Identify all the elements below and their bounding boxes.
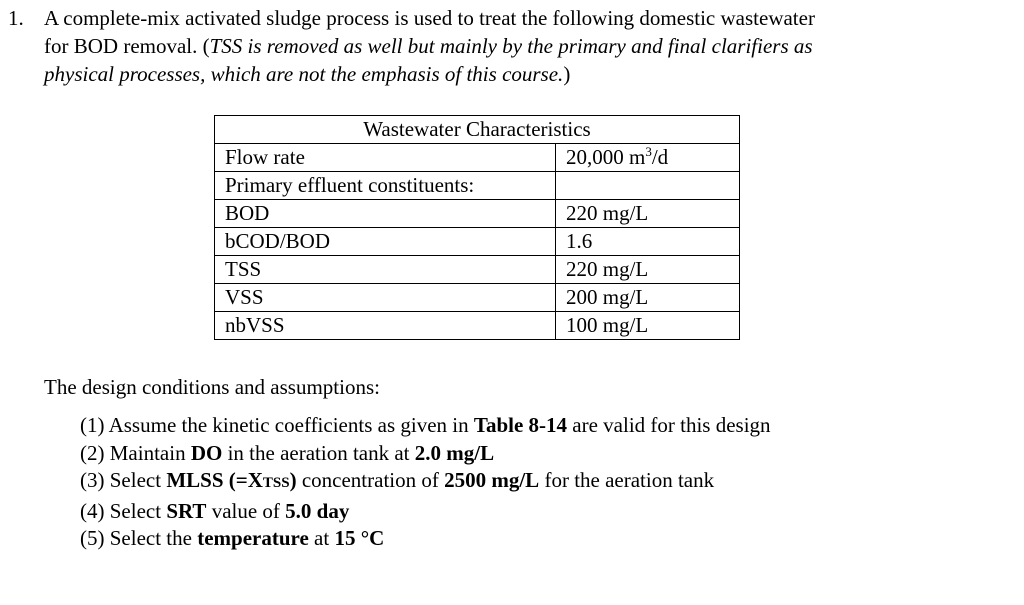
table-row [215, 312, 740, 340]
condition-text: Maintain [109, 440, 191, 465]
row-value: 220 mg/L [556, 200, 740, 228]
question-line-2 [8, 32, 1008, 60]
row-label: Flow rate [215, 144, 556, 172]
condition-number: (4) [80, 498, 105, 523]
row-value: 100 mg/L [556, 312, 740, 340]
condition-emphasis: SRT [166, 498, 207, 523]
condition-number: (2) [80, 440, 105, 465]
question-text-1: A complete-mix activated sludge process is used to treat the following domestic wastewater [44, 6, 815, 30]
condition-text: at [308, 526, 335, 550]
condition-text: Select the [109, 526, 198, 550]
condition-emphasis: 15 °C [334, 526, 385, 550]
table-title: Wastewater Characteristics [215, 116, 740, 144]
condition-text: for the aeration tank [539, 468, 715, 492]
table-row [215, 256, 740, 284]
condition-item [80, 467, 771, 498]
flow-unit-suffix: /d [651, 145, 669, 169]
row-value: 220 mg/L [556, 256, 740, 284]
condition-number: (3) [80, 468, 105, 492]
row-value [556, 144, 740, 172]
conditions-list [80, 412, 771, 553]
condition-item [80, 525, 771, 553]
conditions-title: The design conditions and assumptions: [44, 375, 380, 399]
table-header-row [215, 116, 740, 144]
condition-emphasis: 2500 mg/L [444, 468, 540, 492]
row-label: VSS [215, 284, 556, 312]
row-value: 1.6 [556, 228, 740, 256]
table-row [215, 228, 740, 256]
condition-emphasis: Table 8-14 [473, 413, 568, 437]
condition-item [80, 412, 771, 440]
condition-emphasis: 5.0 day [285, 498, 350, 523]
condition-subscript: TSS [262, 475, 290, 491]
flow-unit-superscript: 3 [645, 144, 652, 159]
row-label: bCOD/BOD [215, 228, 556, 256]
table-row [215, 172, 740, 200]
condition-text: Assume the kinetic coefficients as given in [108, 413, 474, 437]
condition-text: Select [109, 468, 167, 492]
condition-text: concentration of [296, 468, 445, 492]
question-note-2: physical processes, which are not the emphasis of this course. [44, 62, 564, 86]
table-row [215, 284, 740, 312]
row-label: nbVSS [215, 312, 556, 340]
table-row [215, 200, 740, 228]
condition-text: are valid for this design [567, 413, 771, 437]
question-number: 1. [8, 6, 24, 30]
question-line-3 [8, 60, 1008, 88]
row-label: Primary effluent constituents: [215, 172, 556, 200]
row-value: 200 mg/L [556, 284, 740, 312]
flow-value: 20,000 m [566, 145, 646, 169]
condition-text: Select [109, 498, 167, 523]
condition-text: value of [206, 498, 286, 523]
row-label: TSS [215, 256, 556, 284]
condition-emphasis: DO [190, 440, 223, 465]
question-line-1 [8, 4, 1008, 32]
table-row [215, 144, 740, 172]
condition-emphasis: ) [289, 468, 297, 492]
condition-emphasis: 2.0 mg/L [414, 440, 495, 465]
question-note-close: ) [563, 62, 571, 86]
row-label: BOD [215, 200, 556, 228]
condition-emphasis: temperature [197, 526, 309, 550]
question-text-2: for BOD removal. ( [44, 34, 210, 58]
condition-number: (5) [80, 526, 105, 550]
condition-number: (1) [80, 413, 105, 437]
condition-text: in the aeration tank at [222, 440, 415, 465]
row-value [556, 172, 740, 200]
condition-emphasis: MLSS (=X [166, 468, 263, 492]
question-note-1: TSS is removed as well but mainly by the primary and final clarifiers as [209, 34, 813, 58]
wastewater-characteristics-table [214, 115, 740, 340]
condition-item [80, 440, 771, 468]
problem-statement [8, 4, 1008, 88]
condition-item [80, 498, 771, 526]
